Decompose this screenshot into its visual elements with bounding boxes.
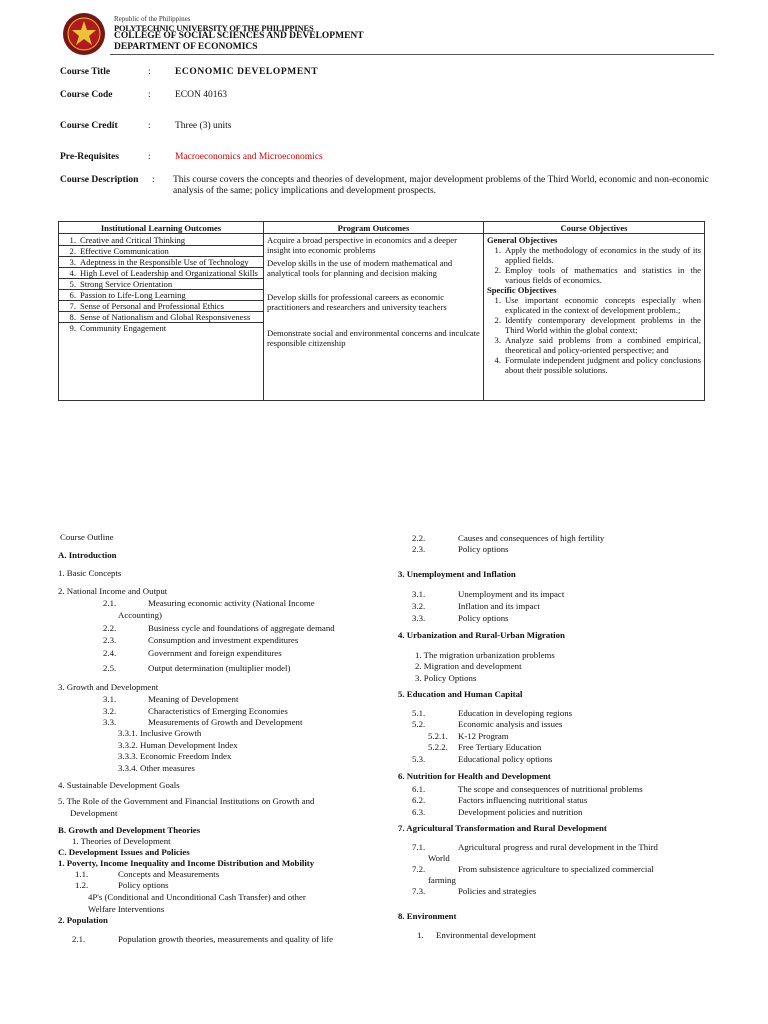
outline-item-number: 5.2.1. — [428, 731, 448, 741]
colon: : — [148, 90, 151, 100]
outline-item: 3. Policy Options — [415, 673, 477, 683]
outline-item-text: Factors influencing nutritional status — [458, 795, 588, 805]
outline-item: 3. Unemployment and Inflation — [398, 569, 516, 579]
course-title-label: Course Title — [60, 67, 111, 77]
program-outcome: Develop skills for professional careers as economic practitioners and researchers and university teachers — [267, 292, 447, 312]
outline-item-text: Characteristics of Emerging Economies — [148, 706, 288, 716]
outline-item-number: 3.3. — [103, 717, 117, 727]
outline-item-number: 2.3. — [103, 635, 117, 645]
course-objectives-cell — [484, 234, 705, 401]
outline-item-text: Policies and strategies — [458, 886, 537, 896]
outline-item-number: 3.1. — [103, 694, 117, 704]
outline-item-text: Business cycle and foundations of aggregate demand — [148, 623, 335, 633]
outline-item-number: 2.2. — [412, 533, 426, 543]
colon: : — [148, 121, 151, 131]
republic-label: Republic of the Philippines — [114, 15, 191, 23]
header-divider — [110, 54, 714, 55]
outline-item-text: Government and foreign expenditures — [148, 648, 282, 658]
university-seal-logo — [62, 12, 106, 56]
outline-item-text: Educational policy options — [458, 754, 553, 764]
outline-item-text: K-12 Program — [458, 731, 509, 741]
outline-item: 5. The Role of the Government and Financial Institutions on Growth and — [58, 796, 315, 806]
outline-item: 4P's (Conditional and Unconditional Cash Transfer) and other — [88, 892, 306, 902]
outline-item: Accounting) — [118, 610, 162, 620]
table-header: Institutional Learning Outcomes — [59, 222, 264, 234]
outline-item-number: 3.1. — [412, 589, 426, 599]
outline-item: Welfare Interventions — [88, 904, 165, 914]
course-outline-title: Course Outline — [60, 532, 114, 542]
course-code: ECON 40163 — [175, 90, 227, 100]
outline-item: Development — [70, 808, 118, 818]
course-credit: Three (3) units — [175, 121, 232, 131]
ilo-item: 3. Adeptness in the Responsible Use of Technology — [59, 257, 263, 268]
table-header: Course Objectives — [484, 222, 705, 234]
outline-item: 3.3.2. Human Development Index — [118, 740, 238, 750]
outline-item-text: Causes and consequences of high fertility — [458, 533, 605, 543]
outline-item: 8. Environment — [398, 911, 457, 921]
outline-item: 3. Growth and Development — [58, 682, 159, 692]
outline-item-number: 3.2. — [412, 601, 426, 611]
program-outcome: Demonstrate social and environmental concerns and inculcate responsible citizenship — [267, 328, 480, 348]
program-outcome: Develop skills in the use of modern mathematical and analytical tools for planning and decision making — [267, 258, 453, 278]
outline-item-number: 5.1. — [412, 708, 426, 718]
objective-item: 2. Identify contemporary development problems in the Third World within the global context; — [494, 315, 701, 335]
outline-item-text: Output determination (multiplier model) — [148, 663, 291, 673]
objective-item: 3. Analyze said problems from a combined empirical, theoretical and policy-oriented perspective; and — [494, 335, 701, 355]
outline-item: World — [428, 853, 450, 863]
outline-item-text: Agricultural progress and rural development in the Third — [458, 842, 658, 852]
ilo-cell — [59, 234, 264, 401]
outline-item-text: Economic analysis and issues — [458, 719, 563, 729]
colon: : — [148, 67, 151, 77]
outline-item-number: 3.3. — [412, 613, 426, 623]
outline-item-number: 2.1. — [103, 598, 117, 608]
prereq-value: Macroeconomics and Microeconomics — [175, 152, 323, 162]
outline-item-number: 2.4. — [103, 648, 117, 658]
outline-item-number: 2.1. — [72, 934, 86, 944]
ilo-item: 4. High Level of Leadership and Organizational Skills — [59, 268, 263, 279]
outline-item-text: Environmental development — [436, 930, 536, 940]
outline-item: 1. Poverty, Income Inequality and Income Distribution and Mobility — [58, 858, 315, 868]
outline-item-number: 5.2.2. — [428, 742, 448, 752]
outline-item-text: The scope and consequences of nutritional problems — [458, 784, 643, 794]
outline-item-number: 7.1. — [412, 842, 426, 852]
outline-item-number: 6.1. — [412, 784, 426, 794]
outline-item: farming — [428, 875, 456, 885]
outline-item-number: 1.2. — [75, 880, 89, 890]
outline-item: 1. Basic Concepts — [58, 568, 122, 578]
ilo-item: 9. Community Engagement — [69, 323, 167, 333]
outline-item-number: 2.3. — [412, 544, 426, 554]
ilo-item: 7. Sense of Personal and Professional Ethics — [59, 301, 263, 312]
outline-item-number: 7.3. — [412, 886, 426, 896]
outline-item: A. Introduction — [58, 550, 117, 560]
outline-item-number: 7.2. — [412, 864, 426, 874]
outline-item: 1. Theories of Development — [72, 836, 171, 846]
ilo-item: 2. Effective Communication — [59, 246, 263, 257]
outline-item-text: Policy options — [118, 880, 169, 890]
outline-item: 4. Urbanization and Rural-Urban Migration — [398, 630, 565, 640]
outline-item: 1. The migration urbanization problems — [415, 650, 555, 660]
course-code-label: Course Code — [60, 90, 113, 100]
outline-item-text: Measurements of Growth and Development — [148, 717, 303, 727]
outline-item-number: 1. — [417, 930, 424, 940]
specific-objectives-heading: Specific Objectives — [487, 285, 557, 295]
outline-item-number: 5.3. — [412, 754, 426, 764]
objective-item: 2. Employ tools of mathematics and statistics in the various fields of economics. — [494, 265, 701, 285]
table-header: Program Outcomes — [264, 222, 484, 234]
outline-item-number: 6.3. — [412, 807, 426, 817]
outline-item: C. Development Issues and Policies — [58, 847, 190, 857]
program-outcomes-cell — [264, 234, 484, 401]
department-name: DEPARTMENT OF ECONOMICS — [114, 42, 258, 52]
ilo-item: 1. Creative and Critical Thinking — [59, 235, 263, 246]
outline-item: 7. Agricultural Transformation and Rural Development — [398, 823, 607, 833]
course-credit-label: Course Credit — [60, 121, 118, 131]
outline-item-text: From subsistence agriculture to specialized commercial — [458, 864, 654, 874]
outline-item-number: 2.5. — [103, 663, 117, 673]
outline-item: 2. Migration and development — [415, 661, 522, 671]
outline-item: 2. National Income and Output — [58, 586, 168, 596]
outline-item-number: 2.2. — [103, 623, 117, 633]
outline-item-number: 3.2. — [103, 706, 117, 716]
outline-item: 4. Sustainable Development Goals — [58, 780, 180, 790]
outline-item-text: Free Tertiary Education — [458, 742, 542, 752]
ilo-item: 5. Strong Service Orientation — [59, 279, 263, 290]
prereq-label: Pre-Requisites — [60, 152, 119, 162]
college-name: COLLEGE OF SOCIAL SCIENCES AND DEVELOPMENT — [114, 31, 364, 41]
outline-item-text: Inflation and its impact — [458, 601, 540, 611]
outline-item-text: Education in developing regions — [458, 708, 573, 718]
objective-item: 1. Use important economic concepts especially when explicated in the context of development problem.; — [494, 295, 701, 315]
colon: : — [152, 175, 155, 185]
university-name: POLYTECHNIC UNIVERSITY OF THE PHILIPPINES — [114, 23, 314, 33]
outline-item: 6. Nutrition for Health and Development — [398, 771, 551, 781]
outline-item-text: Development policies and nutrition — [458, 807, 583, 817]
outline-item-text: Concepts and Measurements — [118, 869, 220, 879]
ilo-item: 6. Passion to Life-Long Learning — [59, 290, 263, 301]
outline-item-text: Consumption and investment expenditures — [148, 635, 299, 645]
outline-item-text: Unemployment and its impact — [458, 589, 565, 599]
outline-item-number: 5.2. — [412, 719, 426, 729]
outline-item-text: Measuring economic activity (National Income — [148, 598, 315, 608]
objective-item: 1. Apply the methodology of economics in the study of its applied fields. — [494, 245, 701, 265]
colon: : — [148, 152, 151, 162]
outline-item: 3.3.3. Economic Freedom Index — [118, 751, 232, 761]
outline-item-text: Population growth theories, measurements and quality of life — [118, 934, 333, 944]
outline-item: 3.3.4. Other measures — [118, 763, 195, 773]
outline-item: 2. Population — [58, 915, 108, 925]
outline-item-text: Policy options — [458, 613, 509, 623]
objective-item: 4. Formulate independent judgment and policy conclusions about their possible solutions. — [494, 355, 701, 375]
course-title: ECONOMIC DEVELOPMENT — [175, 67, 319, 77]
outline-item: 3.3.1. Inclusive Growth — [118, 728, 202, 738]
outcomes-table — [58, 221, 705, 401]
outline-item: 5. Education and Human Capital — [398, 689, 523, 699]
outline-item-text: Policy options — [458, 544, 509, 554]
outline-item-number: 6.2. — [412, 795, 426, 805]
general-objectives-heading: General Objectives — [487, 235, 558, 245]
outline-item-number: 1.1. — [75, 869, 89, 879]
course-description: This course covers the concepts and theories of development, major development problems of the Third World, economic and non-economic analysis of the same; policy implications and development prospects. — [173, 175, 709, 196]
outline-item: B. Growth and Development Theories — [58, 825, 201, 835]
outline-item-text: Meaning of Development — [148, 694, 239, 704]
course-description-label: Course Description — [60, 175, 139, 185]
program-outcome: Acquire a broad perspective in economics and a deeper insight into economic problems — [267, 235, 457, 255]
ilo-item: 8. Sense of Nationalism and Global Responsiveness — [59, 312, 263, 323]
